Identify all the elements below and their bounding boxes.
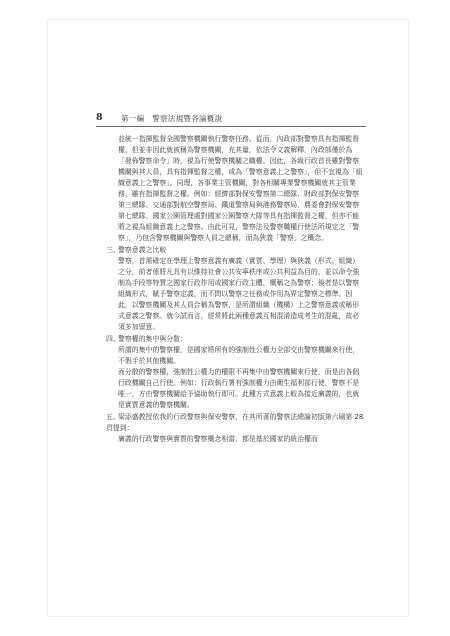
page-number: 8	[96, 112, 103, 123]
section-4-number: 四、	[106, 335, 120, 343]
paragraph-5: 廣義的行政警察與實質的警察概念相當，都是基於國家的統治權而	[118, 435, 318, 443]
section-4-title: 警察權的集中與分散：	[118, 335, 187, 343]
paragraph-1: 並統一指揮監督全國警察機關執行警察任務。從而，內政部對警察具有指揮監督權，但並非因此就被稱為警察機關，充其量，依法令文義解釋，內政部僅於為「發佈警察命令」時，視為行使警察機關之職權。因此，各級行政首長雖對警察機關與其人員，具有指揮監督之權，或為「警察意義上之警察」，但不宜視為「組織意義上之警察」。同理，各事業主管機關，對各相關專業警察機關就其主管業務，雖有指揮監督之權。例如：經濟部對保安警察第二總隊、財政部對保安警察第三總隊、交通部對航空警察局、鐵道警察局與港務警察局、農委會對保安警察第七總隊、國家公園管理處對國家公園警察大隊等具有指揮監督之權，但亦不能將之視為組織意義上之警察。由此可見，警察法及警察職權行使法所規定之「警察」，乃包含警察機關與警察人員之總稱，而為狹義「警察」之概念。	[118, 135, 363, 242]
section-5-title: 梁添盛教授依我的行政警察與保安警察，在其所著的警察法總論初版第六刷第 28 頁提到：	[106, 413, 364, 432]
paragraph-3: 警察，首需確定在學理上警察意義有廣義（實質、學理）與狹義（形式、組織）之分，前者係將凡具有以維持社會公共安寧秩序或公共利益為目的，並以命令強制為手段等特質之國家行政作用或國家行政主體，概稱之為警察；後者是以警察組織形式，賦予警察定義，而不問以警察之任務或作用為界定警察之標準。因此，以警察機關及其人員合稱為警察，是所謂組織（機構）上之警察意義或稱形式意義之警察。就今試而言，經常將此兩種意義互相混淆造成考生的混亂，故必須多加留意。	[118, 257, 360, 331]
section-5-heading	[106, 412, 364, 434]
section-5-number: 五、	[106, 413, 120, 421]
running-header	[96, 112, 366, 127]
paragraph-4b: 而分散的警察權，強制性公權力的權限不再集中由警察機關來行使，而是由各個行政機關自己行使。例如：行政執行署有強制權力由衛生福利部行使，警察不是唯一，方由警察機關給予協助執行即可。此種方式意義上較為接近廣義的，也就是實質意義的警察機關。	[118, 368, 360, 409]
page-body	[106, 134, 364, 445]
section-4-heading	[106, 334, 364, 345]
section-3-heading	[106, 245, 364, 256]
section-3-title: 警察意義之比較	[118, 246, 167, 254]
section-3-number: 三、	[106, 246, 120, 254]
chapter-title: 第一編 警察法規暨各論概說	[121, 114, 223, 123]
paragraph-4a: 所謂的集中的警察權，是國家將所有的強制性公權力全部交由警察機關來行使，不假手於其他機關。	[118, 346, 360, 365]
